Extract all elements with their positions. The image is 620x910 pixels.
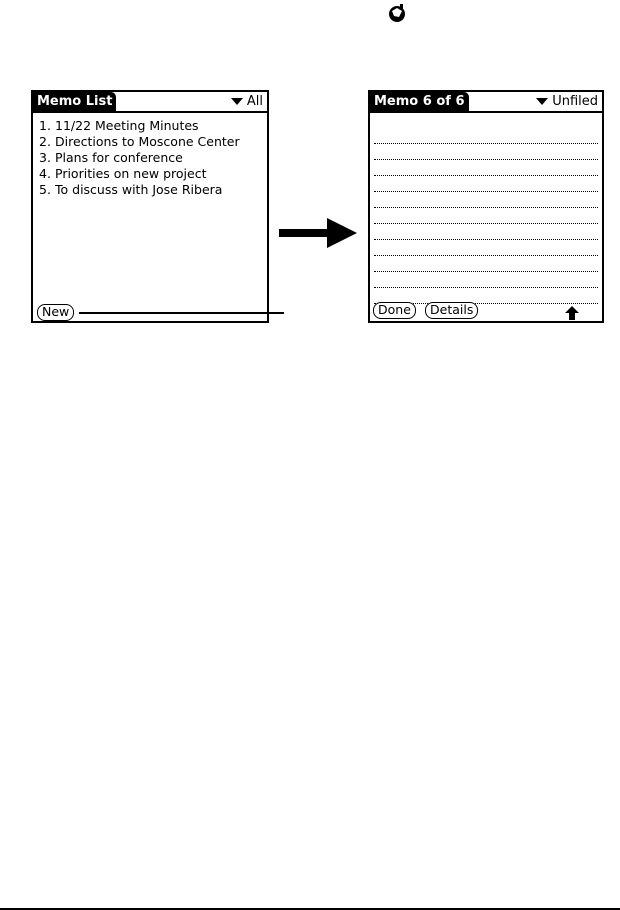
screen-title: Memo List — [33, 92, 116, 111]
list-item[interactable]: 3. Plans for conference — [39, 150, 183, 165]
list-item[interactable]: 1. 11/22 Meeting Minutes — [39, 118, 199, 133]
list-item[interactable]: 4. Priorities on new project — [39, 166, 207, 181]
new-button[interactable]: New — [37, 304, 74, 321]
list-item[interactable]: 5. To discuss with Jose Ribera — [39, 182, 223, 197]
category-picker[interactable] — [536, 92, 598, 111]
titlebar — [33, 92, 267, 113]
category-label: Unfiled — [552, 94, 598, 109]
details-button[interactable]: Details — [425, 302, 478, 319]
dropdown-caret-icon — [231, 98, 243, 105]
category-label: All — [246, 94, 263, 109]
screen-title: Memo 6 of 6 — [370, 92, 469, 111]
memo-edit-screen — [368, 90, 604, 323]
memo-list-screen — [31, 90, 269, 323]
right-arrow-icon — [279, 218, 357, 248]
callout-line — [79, 312, 284, 314]
memo-list — [39, 118, 240, 198]
dropdown-caret-icon — [536, 98, 548, 105]
titlebar — [370, 92, 602, 113]
done-button[interactable]: Done — [373, 302, 416, 319]
category-picker[interactable] — [231, 92, 263, 111]
memo-text-area[interactable] — [374, 128, 598, 304]
memo-pad-app-icon — [386, 2, 408, 24]
scroll-up-arrow-icon[interactable] — [565, 306, 579, 320]
list-item[interactable]: 2. Directions to Moscone Center — [39, 134, 240, 149]
